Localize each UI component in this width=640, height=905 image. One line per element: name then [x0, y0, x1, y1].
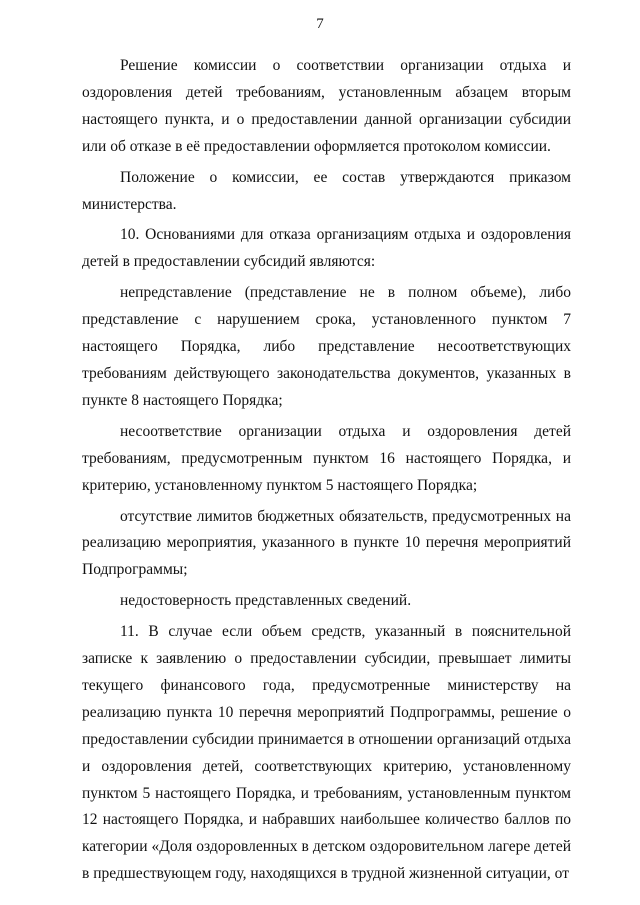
paragraph-commission-decision: Решение комиссии о соответствии организации отдыха и оздоровления детей требованиям, установленным абзацем вторым настоящего пункта, и о предоставлении данной организации субсидии или об отказе в её предоставлении оформляется протоколом комиссии.: [82, 57, 571, 155]
paragraph-refusal-grounds: 10. Основаниями для отказа организациям отдыха и оздоровления детей в предоставлении субсидий являются:: [82, 226, 571, 271]
document-body: [82, 53, 571, 892]
page-number: 7: [316, 16, 324, 32]
paragraph-ground-noncompliance: несоответствие организации отдыха и оздоровления детей требованиям, предусмотренным пунктом 16 настоящего Порядка, и критерию, установленному пунктом 5 настоящего Порядка;: [82, 422, 571, 494]
paragraph-ground-nonsubmission: непредставление (представление не в полном объеме), либо представление с нарушением срока, установленного пунктом 7 настоящего Порядка, либо представление несоответствующих требованиям действующего законодательства документов, указанных в пункте 8 настоящего Порядка;: [82, 284, 571, 409]
paragraph-funds-exceed-limits: 11. В случае если объем средств, указанный в пояснительной записке к заявлению о предоставлении субсидии, превышает лимиты текущего финансового года, предусмотренные министерству на реализацию пункта 10 перечня мероприятий Подпрограммы, решение о предоставлении субсидии принимается в отношении организаций отдыха и оздоровления детей, соответствующих критерию, установленному пунктом 5 настоящего Порядка, и требованиям, установленным пунктом 12 настоящего Порядка, и набравших наибольшее количество баллов по категории «Доля оздоровленных в детском оздоровительном лагере детей в предшествующем году, находящихся в трудной жизненной ситуации, от: [82, 623, 571, 883]
paragraph-commission-regulation: Положение о комиссии, ее состав утверждаются приказом министерства.: [82, 168, 571, 213]
paragraph-ground-no-limits: отсутствие лимитов бюджетных обязательств, предусмотренных на реализацию мероприятия, указанного в пункте 10 перечня мероприятий Подпрограммы;: [82, 507, 571, 579]
paragraph-ground-unreliable-info: недостоверность представленных сведений.: [120, 592, 412, 610]
